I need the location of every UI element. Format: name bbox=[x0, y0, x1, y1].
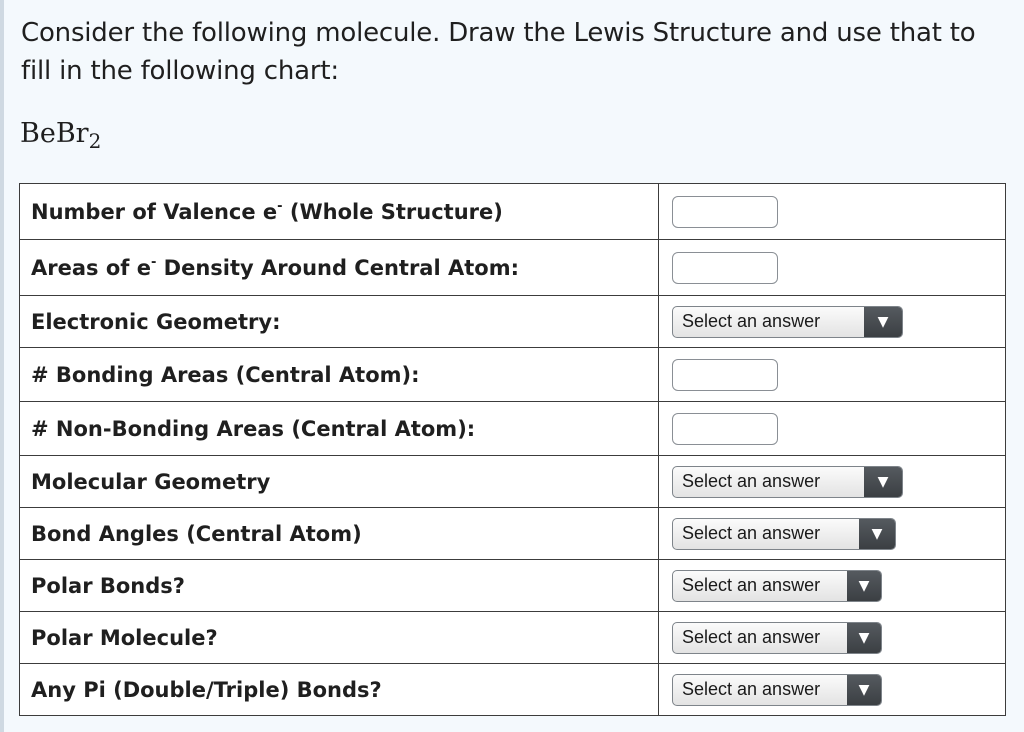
table-row bbox=[20, 508, 1006, 560]
select-value: Select an answer bbox=[682, 679, 821, 699]
select-value: Select an answer bbox=[682, 523, 821, 543]
table-row bbox=[20, 402, 1006, 456]
label-text: Number of Valence e bbox=[31, 199, 278, 224]
table-row bbox=[20, 456, 1006, 508]
chevron-down-icon: ▼ bbox=[864, 307, 902, 337]
answer-cell bbox=[659, 560, 1006, 612]
select-value: Select an answer bbox=[682, 575, 821, 595]
answer-cell bbox=[659, 348, 1006, 402]
electron-charge-superscript: - bbox=[277, 198, 283, 214]
molecular-geometry-select[interactable] bbox=[672, 466, 903, 498]
chevron-down-icon: ▼ bbox=[859, 519, 895, 549]
answer-cell bbox=[659, 612, 1006, 664]
row-label-bonding-areas: # Bonding Areas (Central Atom): bbox=[20, 348, 659, 402]
left-border bbox=[0, 0, 4, 732]
electron-density-areas-input[interactable] bbox=[672, 252, 778, 284]
formula-subscript: 2 bbox=[88, 129, 102, 153]
label-text: Areas of e bbox=[31, 255, 151, 280]
answer-cell bbox=[659, 664, 1006, 716]
polar-bonds-select[interactable] bbox=[672, 570, 882, 602]
answer-cell bbox=[659, 456, 1006, 508]
answer-cell bbox=[659, 240, 1006, 296]
select-value: Select an answer bbox=[682, 471, 821, 491]
row-label-valence-electrons bbox=[20, 184, 659, 240]
non-bonding-areas-input[interactable] bbox=[672, 413, 778, 445]
row-label-molecular-geometry: Molecular Geometry bbox=[20, 456, 659, 508]
chevron-down-icon: ▼ bbox=[847, 571, 881, 601]
chevron-down-icon: ▼ bbox=[847, 675, 881, 705]
select-value: Select an answer bbox=[682, 311, 821, 331]
label-text: (Whole Structure) bbox=[282, 199, 503, 224]
answer-cell bbox=[659, 402, 1006, 456]
bond-angles-select[interactable] bbox=[672, 518, 896, 550]
polar-molecule-select[interactable] bbox=[672, 622, 882, 654]
table-row bbox=[20, 296, 1006, 348]
table-row bbox=[20, 240, 1006, 296]
chevron-down-icon: ▼ bbox=[864, 467, 902, 497]
bonding-areas-input[interactable] bbox=[672, 359, 778, 391]
row-label-electronic-geometry: Electronic Geometry: bbox=[20, 296, 659, 348]
row-label-electron-density-areas bbox=[20, 240, 659, 296]
chevron-down-icon: ▼ bbox=[847, 623, 881, 653]
valence-electrons-input[interactable] bbox=[672, 196, 778, 228]
table-row bbox=[20, 348, 1006, 402]
select-value: Select an answer bbox=[682, 627, 821, 647]
row-label-non-bonding-areas: # Non-Bonding Areas (Central Atom): bbox=[20, 402, 659, 456]
row-label-pi-bonds: Any Pi (Double/Triple) Bonds? bbox=[20, 664, 659, 716]
answer-cell bbox=[659, 508, 1006, 560]
question-text: Consider the following molecule. Draw the Lewis Structure and use that to fill in the following chart: bbox=[21, 18, 976, 86]
row-label-polar-molecule: Polar Molecule? bbox=[20, 612, 659, 664]
lewis-structure-chart bbox=[19, 183, 1006, 716]
table-row bbox=[20, 184, 1006, 240]
electron-charge-superscript: - bbox=[150, 254, 157, 270]
label-text: Density Around Central Atom: bbox=[156, 255, 519, 280]
formula-base: BeBr bbox=[20, 118, 89, 149]
table-row bbox=[20, 560, 1006, 612]
row-label-bond-angles: Bond Angles (Central Atom) bbox=[20, 508, 659, 560]
table-row bbox=[20, 664, 1006, 716]
table-row bbox=[20, 612, 1006, 664]
molecule-formula bbox=[20, 118, 101, 153]
electronic-geometry-select[interactable] bbox=[672, 306, 903, 338]
answer-cell bbox=[659, 296, 1006, 348]
row-label-polar-bonds: Polar Bonds? bbox=[20, 560, 659, 612]
answer-cell bbox=[659, 184, 1006, 240]
pi-bonds-select[interactable] bbox=[672, 674, 882, 706]
